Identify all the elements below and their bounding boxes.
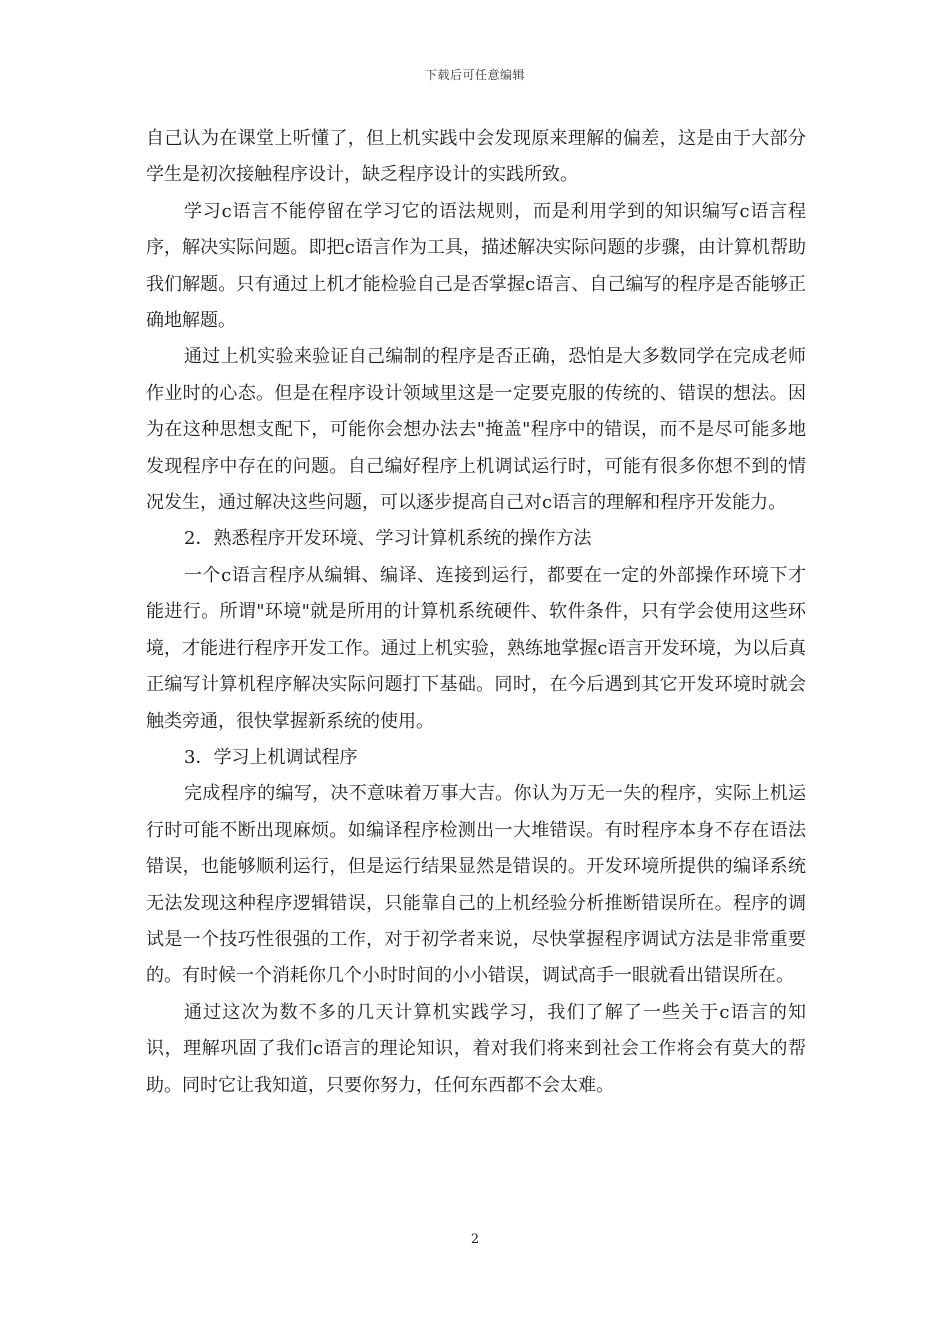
paragraph: 通过上机实验来验证自己编制的程序是否正确，恐怕是大多数同学在完成老师作业时的心态。但是在程序设计领域里这是一定要克服的传统的、错误的想法。因为在这种思想支配下，可能你会想办法去"掩盖"程序中的错误，而不是尽可能多地发现程序中存在的问题。自己编好程序上机调试运行时，可能有很多你想不到的情况发生，通过解决这些问题，可以逐步提高自己对c语言的理解和程序开发能力。 [146, 346, 806, 514]
document-body [146, 121, 806, 1104]
paragraph: 学习c语言不能停留在学习它的语法规则，而是利用学到的知识编写c语言程序，解决实际问题。即把c语言作为工具，描述解决实际问题的步骤，由计算机帮助我们解题。只有通过上机才能检验自己是否掌握c语言、自己编写的程序是否能够正确地解题。 [146, 200, 806, 332]
paragraph: 完成程序的编写，决不意味着万事大吉。你认为万无一失的程序，实际上机运行时可能不断出现麻烦。如编译程序检测出一大堆错误。有时程序本身不存在语法错误，也能够顺利运行，但是运行结果显然是错误的。开发环境所提供的编译系统无法发现这种程序逻辑错误，只能靠自己的上机经验分析推断错误所在。程序的调试是一个技巧性很强的工作，对于初学者来说，尽快掌握程序调试方法是非常重要的。有时候一个消耗你几个小时时间的小小错误，调试高手一眼就看出错误所在。 [146, 783, 806, 987]
section-heading: 3．学习上机调试程序 [184, 746, 358, 768]
page-header: 下载后可任意编辑 [424, 68, 525, 82]
section-heading: 2．熟悉程序开发环境、学习计算机系统的操作方法 [184, 528, 592, 550]
paragraph: 自己认为在课堂上听懂了，但上机实践中会发现原来理解的偏差，这是由于大部分学生是初次接触程序设计，缺乏程序设计的实践所致。 [146, 128, 806, 186]
paragraph: 通过这次为数不多的几天计算机实践学习，我们了解了一些关于c语言的知识，理解巩固了我们c语言的理论知识，着对我们将来到社会工作将会有莫大的帮助。同时它让我知道，只要你努力，任何东西都不会太难。 [146, 1001, 806, 1096]
page-number: 2 [470, 1232, 480, 1247]
paragraph: 一个c语言程序从编辑、编译、连接到运行，都要在一定的外部操作环境下才能进行。所谓"环境"就是所用的计算机系统硬件、软件条件，只有学会使用这些环境，才能进行程序开发工作。通过上机实验，熟练地掌握c语言开发环境，为以后真正编写计算机程序解决实际问题打下基础。同时，在今后遇到其它开发环境时就会触类旁通，很快掌握新系统的使用。 [146, 564, 806, 732]
